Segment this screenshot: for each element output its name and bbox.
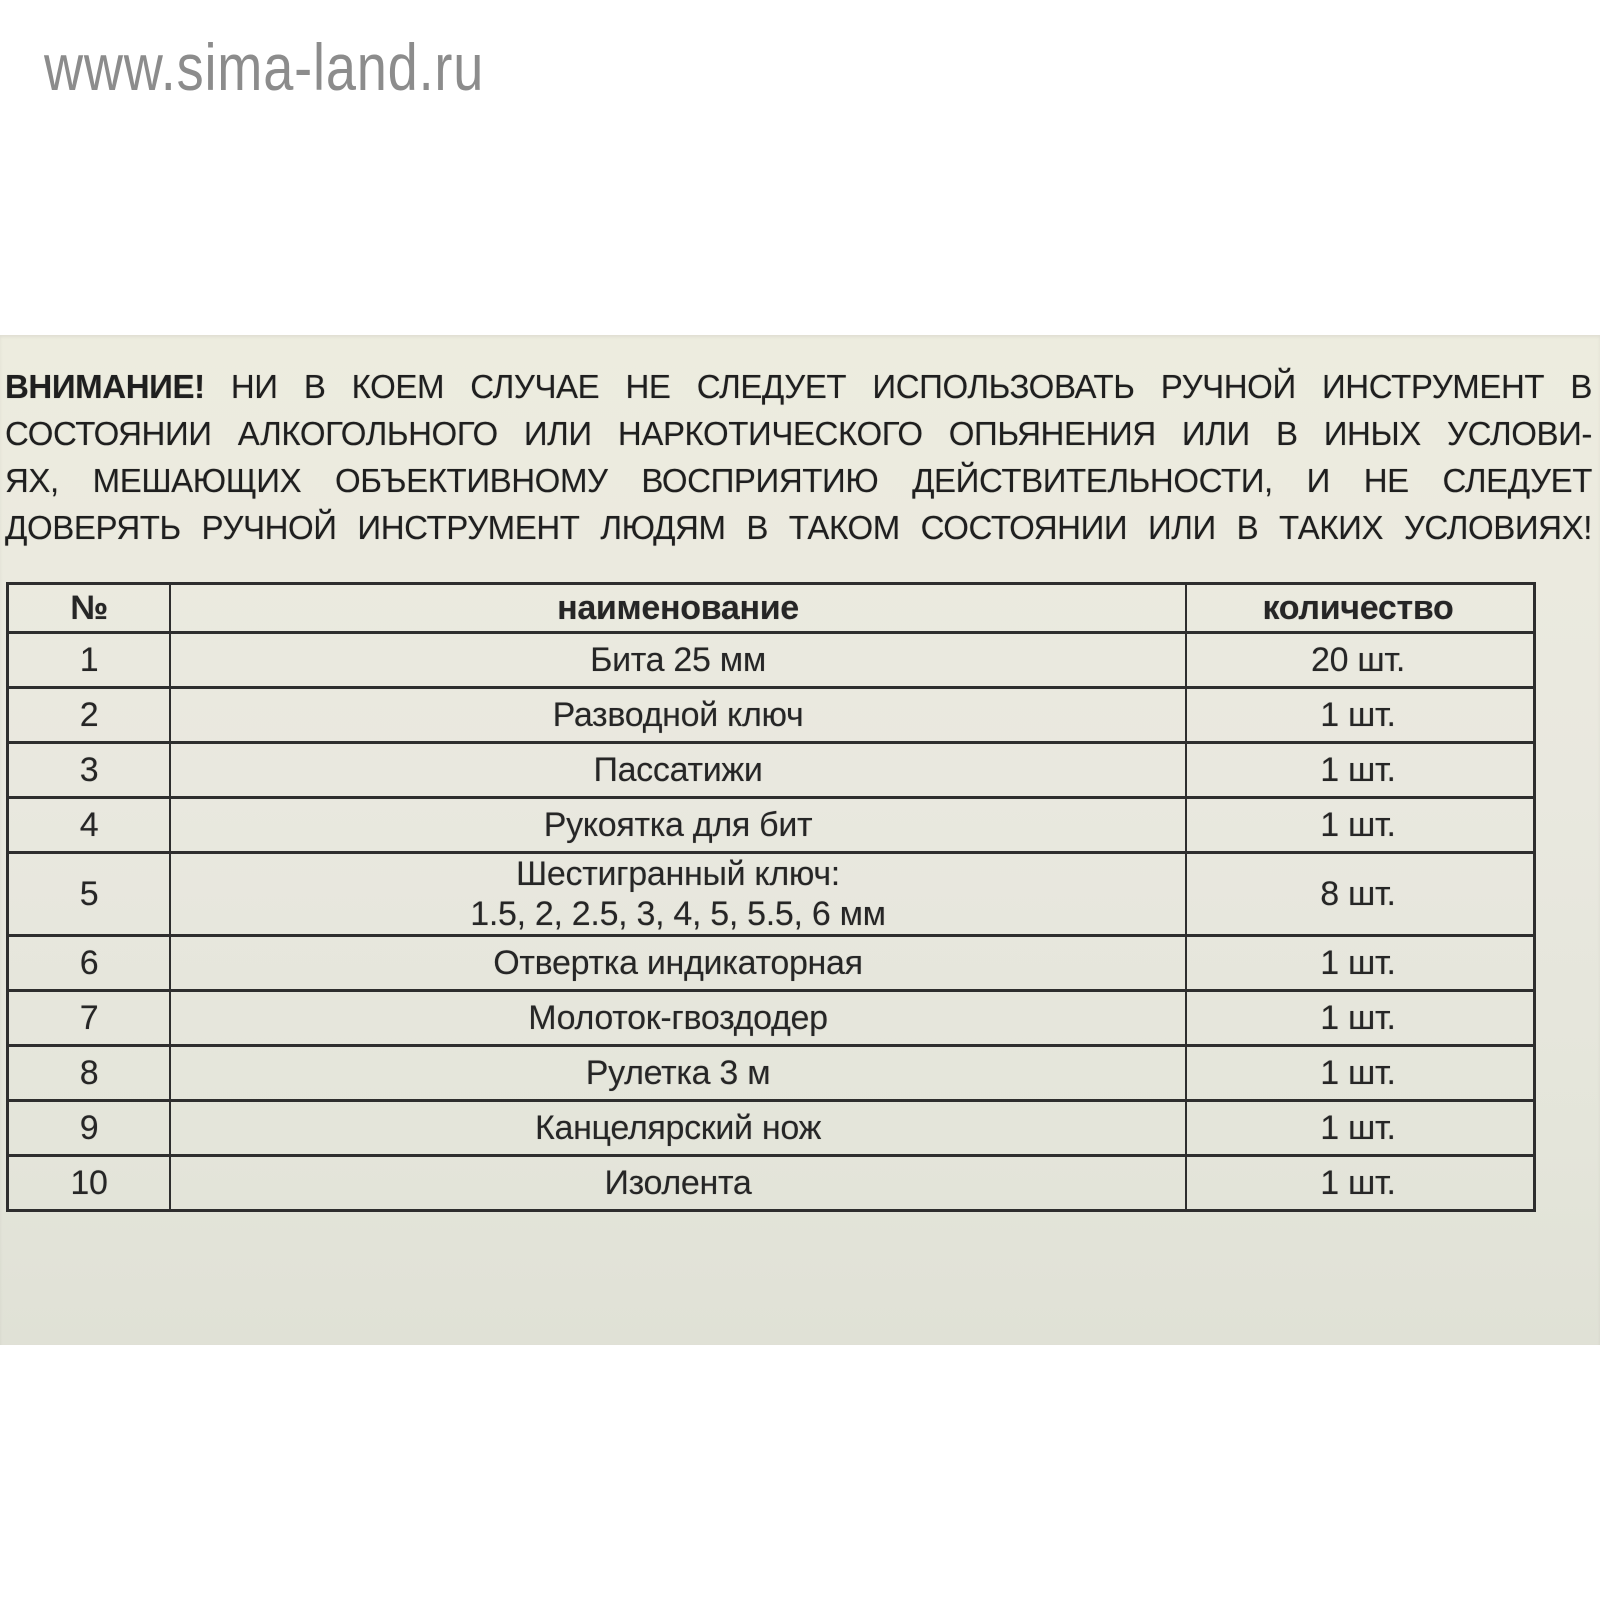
warning-line-1 <box>5 363 1592 410</box>
row-number: 5 <box>79 875 99 913</box>
photographed-instruction-sheet <box>0 335 1600 1345</box>
warning-paragraph <box>5 363 1592 551</box>
row-quantity: 1 шт. <box>1185 937 1529 989</box>
warning-line-1-text: НИ В КОЕМ СЛУЧАЕ НЕ СЛЕДУЕТ ИСПОЛЬЗОВАТЬ РУЧНОЙ ИНСТРУМЕНТ В <box>230 368 1592 405</box>
row-name: Бита 25 мм <box>169 634 1185 686</box>
row-name: Разводной ключ <box>169 689 1185 741</box>
table-row <box>9 934 1533 989</box>
row-number: 3 <box>79 751 99 789</box>
row-name: Рукоятка для бит <box>169 799 1185 851</box>
warning-line-2: СОСТОЯНИИ АЛКОГОЛЬНОГО ИЛИ НАРКОТИЧЕСКОГО ОПЬЯНЕНИЯ ИЛИ В ИНЫХ УСЛОВИ- <box>5 415 1592 452</box>
row-quantity: 1 шт. <box>1185 689 1529 741</box>
row-name: Молоток-гвоздодер <box>169 992 1185 1044</box>
header-quantity: количество <box>1185 585 1529 631</box>
table-row <box>9 989 1533 1044</box>
row-name: Рулетка 3 м <box>169 1047 1185 1099</box>
row-name: Канцелярский нож <box>169 1102 1185 1154</box>
row-name: Пассатижи <box>169 744 1185 796</box>
row-name: Шестигранный ключ: 1.5, 2, 2.5, 3, 4, 5, 5.5, 6 мм <box>169 854 1185 934</box>
row-quantity: 1 шт. <box>1185 799 1529 851</box>
row-number: 1 <box>79 641 99 679</box>
table-row <box>9 1154 1533 1209</box>
header-name: наименование <box>169 585 1185 631</box>
table-row <box>9 741 1533 796</box>
table-row <box>9 631 1533 686</box>
row-quantity: 1 шт. <box>1185 1102 1529 1154</box>
table-header-row <box>9 585 1533 631</box>
warning-attention-label: ВНИМАНИЕ! <box>5 368 205 405</box>
table-row <box>9 686 1533 741</box>
row-quantity: 1 шт. <box>1185 992 1529 1044</box>
warning-line-4: ДОВЕРЯТЬ РУЧНОЙ ИНСТРУМЕНТ ЛЮДЯМ В ТАКОМ СОСТОЯНИИ ИЛИ В ТАКИХ УСЛОВИЯХ! <box>5 509 1592 546</box>
row-number: 9 <box>79 1109 99 1147</box>
table-row <box>9 796 1533 851</box>
row-number: 7 <box>79 999 99 1037</box>
contents-table <box>6 582 1536 1212</box>
row-quantity: 8 шт. <box>1185 854 1529 934</box>
row-quantity: 1 шт. <box>1185 1047 1529 1099</box>
table-row <box>9 1099 1533 1154</box>
row-number: 6 <box>79 944 99 982</box>
table-row <box>9 1044 1533 1099</box>
row-quantity: 20 шт. <box>1185 634 1529 686</box>
row-quantity: 1 шт. <box>1185 1157 1529 1209</box>
warning-line-3: ЯХ, МЕШАЮЩИХ ОБЪЕКТИВНОМУ ВОСПРИЯТИЮ ДЕЙСТВИТЕЛЬНОСТИ, И НЕ СЛЕДУЕТ <box>5 462 1592 499</box>
row-number: 4 <box>79 806 99 844</box>
header-number: № <box>70 589 108 627</box>
watermark-sima-land: www.sima-land.ru <box>44 30 485 104</box>
row-number: 10 <box>70 1164 108 1202</box>
row-name: Изолента <box>169 1157 1185 1209</box>
table-row <box>9 851 1533 934</box>
row-name: Отвертка индикаторная <box>169 937 1185 989</box>
row-number: 8 <box>79 1054 99 1092</box>
row-number: 2 <box>79 696 99 734</box>
row-quantity: 1 шт. <box>1185 744 1529 796</box>
